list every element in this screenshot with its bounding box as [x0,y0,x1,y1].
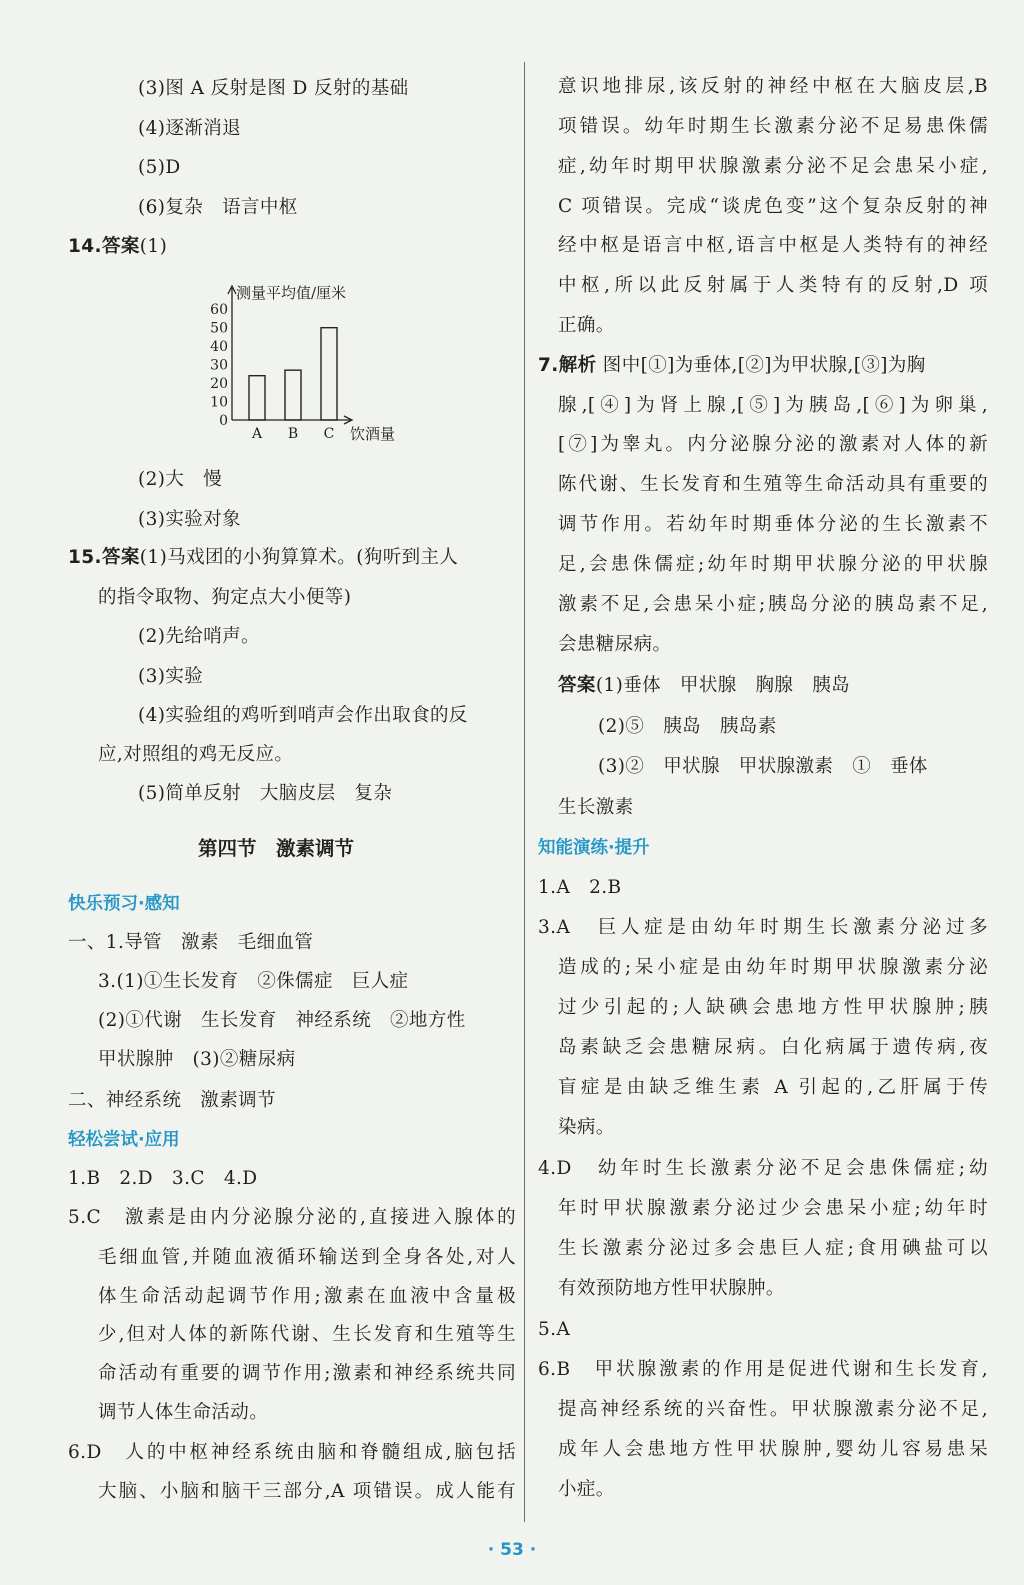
q13-part4: (4)逐渐消退 [138,118,242,139]
q6-cont-line4: C 项错误。完成“谈虎色变”这个复杂反射的神 [558,196,988,217]
q15-line1 [68,545,458,571]
y-axis-title: 测量平均值/厘米 [236,284,347,302]
try-line1: 1.B 2.D 3.C 4.D [68,1168,258,1189]
q7-line4: 陈代谢、生长发育和生殖等生命活动具有重要的 [558,474,988,495]
q7-text1: 图中[①]为垂体,[②]为甲状腺,[③]为胸 [602,355,926,376]
q13-part5: (5)D [138,157,181,178]
q7-analysis-label: 解析 [558,355,597,376]
q7-line2: 腺,[④]为肾上腺,[⑤]为胰岛,[⑥]为卵巢, [558,395,988,416]
bar-B [285,370,301,420]
q14-part1: (1) [139,236,168,257]
q6-cont-line2: 项错误。幼年时期生长激素分泌不足易患侏儒 [558,116,988,137]
q6-cont-line6: 中枢,所以此反射属于人类特有的反射,D 项 [558,275,988,296]
bar-chart [140,282,410,452]
q15-number: 15. [68,547,102,568]
q14-part3: (3)实验对象 [138,509,242,530]
preview-line1: 一、1.导管 激素 毛细血管 [68,932,314,953]
drill-q6-line1: 6.B 甲状腺激素的作用是促进代谢和生长发育, [538,1359,988,1380]
drill-q3-line5: 盲症是由缺乏维生素 A 引起的,乙肝属于传 [558,1077,988,1098]
section-head-preview: 快乐预习·感知 [68,894,180,914]
drill-q4-line3: 生长激素分泌过多会患巨人症;食用碘盐可以 [558,1238,988,1259]
drill-q6-line2: 提高神经系统的兴奋性。甲状腺激素分泌不足, [558,1399,988,1420]
q15-part4a: (4)实验组的鸡听到哨声会作出取食的反 [138,705,468,726]
try-q5-line3: 体生命活动起调节作用;激素在血液中含量极 [98,1286,516,1307]
bar-C [321,328,337,420]
chart-plot [210,284,395,443]
drill-q4-line1: 4.D 幼年时生长激素分泌不足会患侏儒症;幼 [538,1158,988,1179]
q7-answer-line1 [558,673,850,699]
try-q5-line1: 5.C 激素是由内分泌腺分泌的,直接进入腺体的 [68,1207,516,1228]
q14-answer-label: 答案 [101,236,140,257]
q7-line8: 会患糖尿病。 [558,634,672,655]
drill-line1: 1.A 2.B [538,877,622,898]
q7-line6: 足,会患侏儒症;幼年时期甲状腺分泌的甲状腺 [558,554,988,575]
bar-A [249,376,265,420]
try-q5-line2: 毛细血管,并随血液循环输送到全身各处,对人 [98,1247,516,1268]
q15-part3: (3)实验 [138,666,204,687]
drill-q6-line3: 成年人会患地方性甲状腺肿,婴幼儿容易患呆 [558,1439,988,1460]
preview-line2: 3.(1)①生长发育 ②侏儒症 巨人症 [98,971,409,992]
q6-cont-line1: 意识地排尿,该反射的神经中枢在大脑皮层,B [558,76,988,97]
q6-cont-line3: 症,幼年时期甲状腺激素分泌不足会患呆小症, [558,156,988,177]
try-q6-line2: 大脑、小脑和脑干三部分,A 项错误。成人能有 [98,1481,516,1502]
q13-part6: (6)复杂 语言中枢 [138,197,298,218]
q6-cont-line7: 正确。 [558,315,615,336]
section-head-try: 轻松尝试·应用 [68,1130,180,1150]
q7-line1 [538,353,990,379]
drill-q3-line2: 造成的;呆小症是由幼年时期甲状腺激素分泌 [558,957,988,978]
y-tick-label: 30 [210,357,228,374]
preview-line4: 甲状腺肿 (3)②糖尿病 [98,1049,296,1070]
q14-header [68,234,167,260]
try-q5-line6: 调节人体生命活动。 [98,1402,269,1423]
try-q6-line1: 6.D 人的中枢神经系统由脑和脊髓组成,脑包括 [68,1442,516,1463]
q7-answer4: 生长激素 [558,797,634,818]
drill-q3-line3: 过少引起的;人缺碘会患地方性甲状腺肿;胰 [558,997,988,1018]
preview-line3: (2)①代谢 生长发育 神经系统 ②地方性 [98,1010,466,1031]
drill-q4-line2: 年时甲状腺激素分泌过少会患呆小症;幼年时 [558,1198,988,1219]
y-tick-label: 10 [210,394,228,411]
preview-line5: 二、神经系统 激素调节 [68,1090,276,1111]
q15-part2: (2)先给哨声。 [138,626,260,647]
try-q5-line4: 少,但对人体的新陈代谢、生长发育和生殖等生 [98,1324,516,1345]
q7-line5: 调节作用。若幼年时期垂体分泌的生长激素不 [558,514,988,535]
q7-number: 7. [538,355,559,376]
y-tick-label: 0 [219,413,228,429]
q14-part2: (2)大 慢 [138,469,223,490]
column-divider [524,62,525,1522]
q6-cont-line5: 经中枢是语言中枢,语言中枢是人类特有的神经 [558,235,988,256]
q7-answer1: (1)垂体 甲状腺 胸腺 胰岛 [595,675,851,696]
x-tick-label: A [251,426,263,442]
drill-q3-line1: 3.A 巨人症是由幼年时期生长激素分泌过多 [538,917,988,938]
y-tick-label: 40 [210,339,228,356]
q15-part4b: 应,对照组的鸡无反应。 [98,744,294,765]
q7-line3: [⑦]为睾丸。内分泌腺分泌的激素对人体的新 [558,434,988,455]
q14-number: 14. [68,236,102,257]
y-tick-label: 60 [210,302,228,319]
drill-q3-line6: 染病。 [558,1117,615,1138]
drill-q6-line4: 小症。 [558,1479,615,1500]
section-head-drill: 知能演练·提升 [538,838,650,858]
q7-line7: 激素不足,会患呆小症;胰岛分泌的胰岛素不足, [558,594,988,615]
q7-answer3: (3)② 甲状腺 甲状腺激素 ① 垂体 [598,756,928,777]
y-tick-label: 50 [210,320,228,337]
x-axis-title: 饮酒量 [350,425,396,443]
q15-part1a: (1)马戏团的小狗算算术。(狗听到主人 [139,547,459,568]
page-number: · 53 · [487,1540,537,1560]
q7-answer-label: 答案 [558,675,596,696]
x-tick-label: B [287,426,299,442]
q15-answer-label: 答案 [101,547,140,568]
drill-q4-line4: 有效预防地方性甲状腺肿。 [558,1278,785,1299]
y-tick-label: 20 [210,376,228,393]
section-title: 第四节 激素调节 [198,837,355,860]
drill-q5: 5.A [538,1319,571,1340]
x-tick-label: C [323,426,335,442]
q15-part1b: 的指令取物、狗定点大小便等) [98,587,352,608]
try-q5-line5: 命活动有重要的调节作用;激素和神经系统共同 [98,1363,516,1384]
q13-part3: (3)图 A 反射是图 D 反射的基础 [138,78,409,99]
q7-answer2: (2)⑤ 胰岛 胰岛素 [598,716,777,737]
drill-q3-line4: 岛素缺乏会患糖尿病。白化病属于遗传病,夜 [558,1037,988,1058]
q15-part5: (5)简单反射 大脑皮层 复杂 [138,783,393,804]
